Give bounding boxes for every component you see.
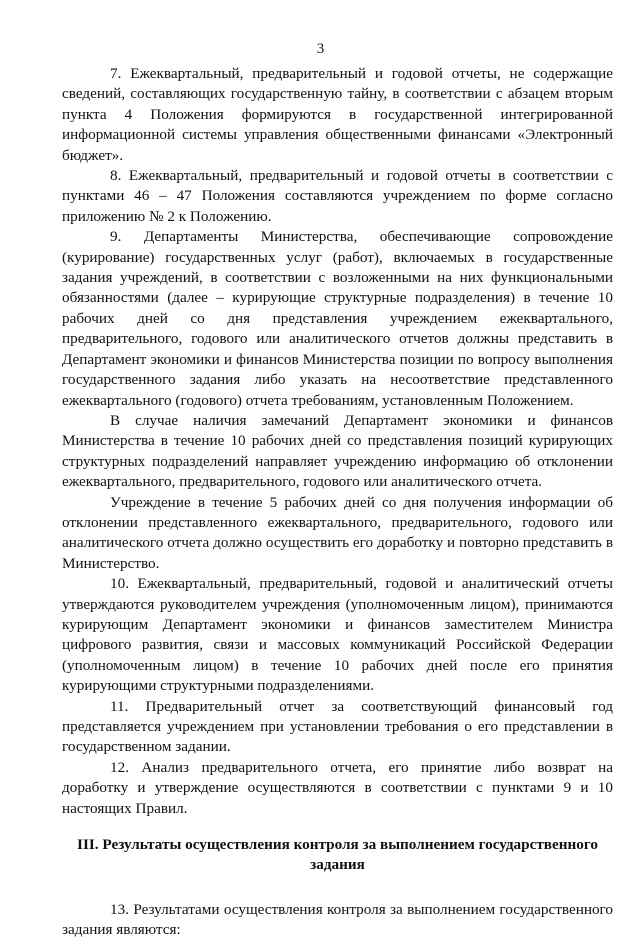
paragraph-11: 11. Предварительный отчет за соответствующий финансовый год представляется учреждением при установлении требования о его представлении в государственном задании. bbox=[62, 697, 613, 756]
paragraph-9: 9. Департаменты Министерства, обеспечивающие сопровождение (курирование) государственных услуг (работ), включаемых в государственные задания учреждений, в соответствии с возложенными на них функциональными обязанностями (далее – курирующие структурные подразделения) в течение 10 рабочих дней со дня представления учреждением ежеквартального, предварительного, годового или аналитического отчетов должны представить в Департамент экономики и финансов Министерства позиции по вопросу выполнения государственного задания либо указать на несоответствие представленного ежеквартального (годового) отчета требованиям, установленным Положением. bbox=[62, 228, 613, 409]
paragraph-9-revision: Учреждение в течение 5 рабочих дней со дня получения информации об отклонении представленного ежеквартального, предварительного, годового или аналитического отчета должно осуществить его доработку и повторно представить в Министерство. bbox=[62, 493, 613, 572]
paragraph-10: 10. Ежеквартальный, предварительный, годовой и аналитический отчеты утверждаются руководителем учреждения (уполномоченным лицом), принимаются курирующим Департамент экономики и финансов заместителем Министра цифрового развития, связи и массовых коммуникаций Российской Федерации (уполномоченным лицом) в течение 10 рабочих дней после его принятия курирующими структурными подразделениями. bbox=[62, 575, 613, 695]
section-heading: III. Результаты осуществления контроля за выполнением государственного задания bbox=[77, 836, 598, 874]
paragraph-12: 12. Анализ предварительного отчета, его принятие либо возврат на доработку и утверждение осуществляются в соответствии с пунктами 9 и 10 настоящих Правил. bbox=[62, 758, 613, 817]
paragraph-8: 8. Ежеквартальный, предварительный и годовой отчеты в соответствии с пунктами 46 – 47 Положения составляются учреждением по форме согласно приложению № 2 к Положению. bbox=[62, 167, 613, 225]
paragraph-9-remarks: В случае наличия замечаний Департамент экономики и финансов Министерства в течение 10 рабочих дней со представления позиций курирующих структурных подразделений направляет учреждению информацию об отклонении ежеквартального, предварительного, годового или аналитического отчета. bbox=[62, 411, 613, 491]
paragraph-7: 7. Ежеквартальный, предварительный и годовой отчеты, не содержащие сведений, составляющих государственную тайну, в соответствии с абзацем вторым пункта 4 Положения формируются в государственной интегрированной информационной системы управления общественными финансами «Электронный бюджет». bbox=[62, 65, 613, 164]
page-number: 3 bbox=[316, 41, 325, 57]
paragraph-13: 13. Результатами осуществления контроля за выполнением государственного задания являются: bbox=[62, 900, 613, 939]
